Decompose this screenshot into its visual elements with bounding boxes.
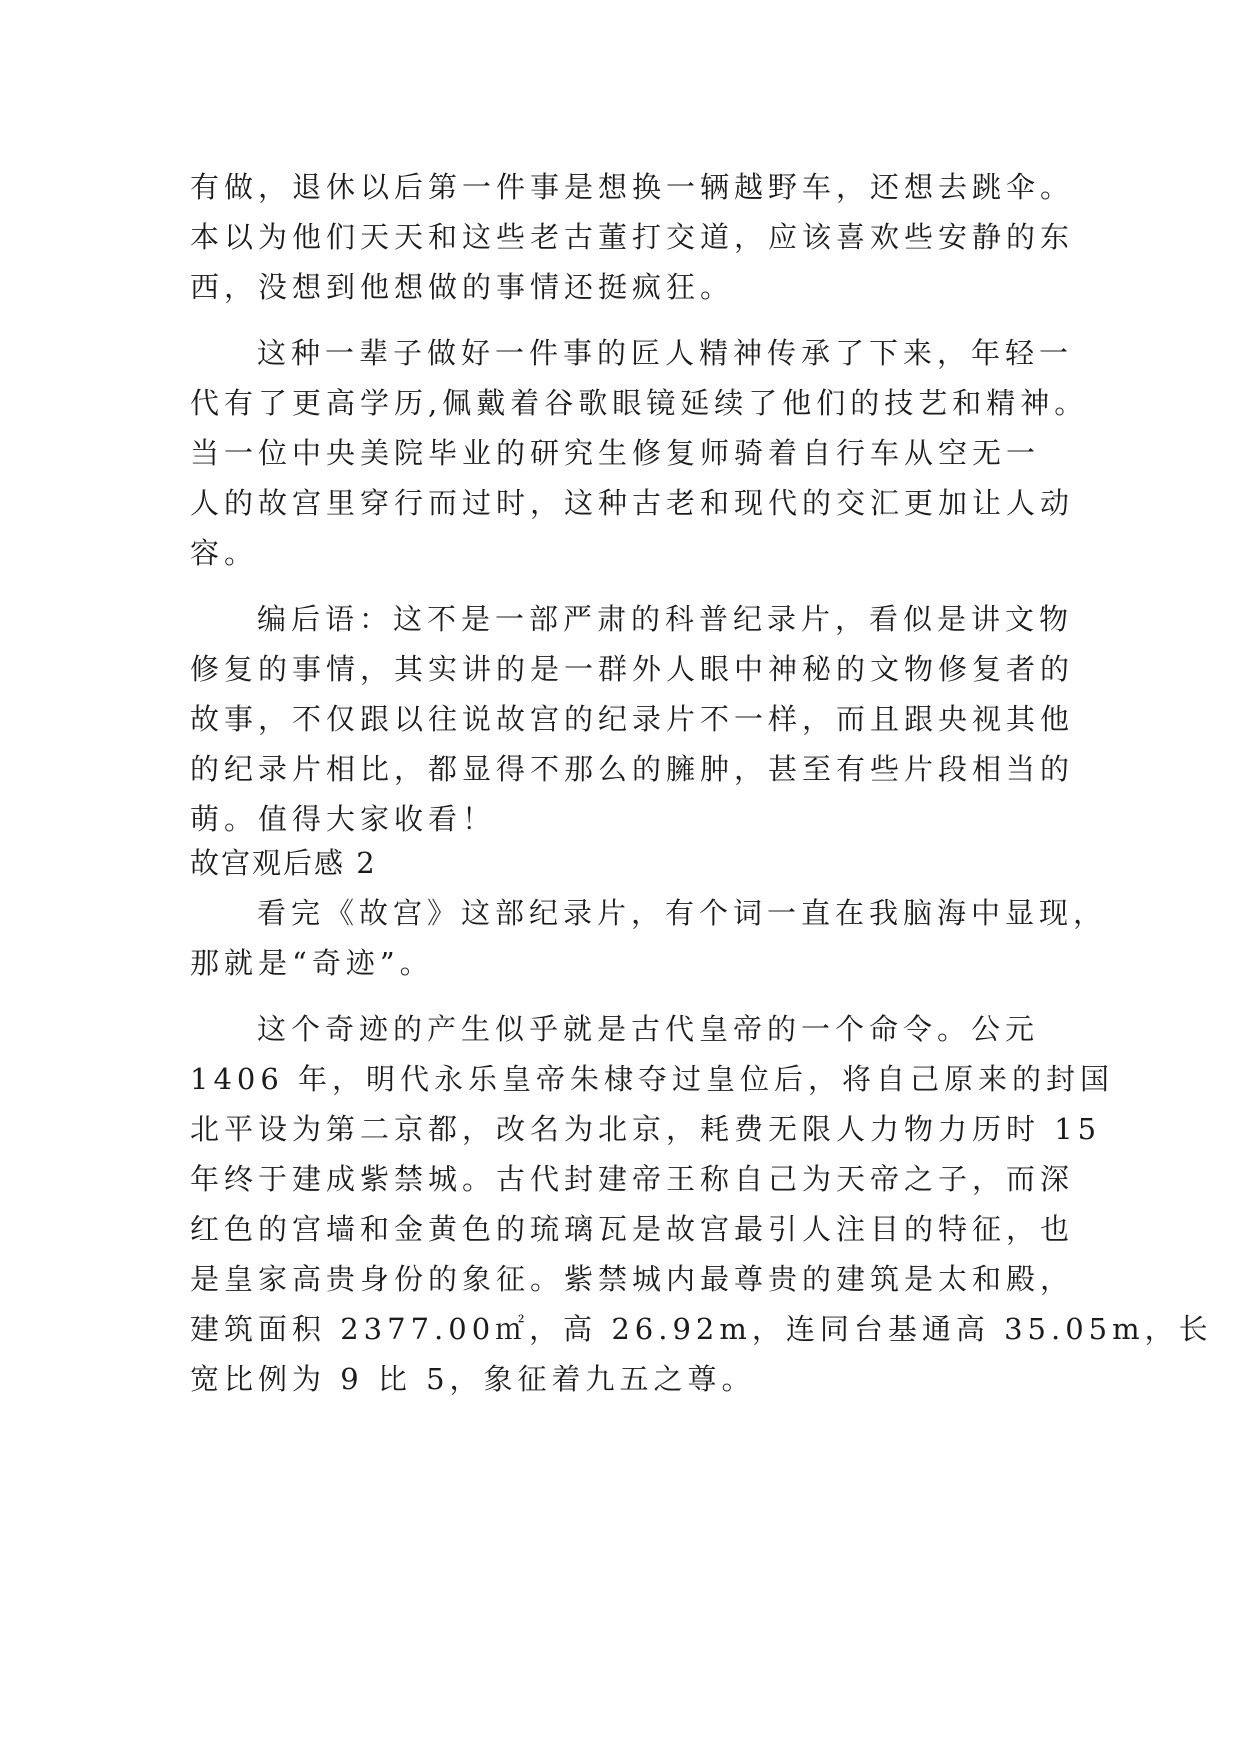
text-line: 建筑面积 2377.00㎡，高 26.92m，连同台基通高 35.05m，长 xyxy=(190,1312,1213,1346)
text-line: 1406 年，明代永乐皇帝朱棣夺过皇位后，将自己原来的封国 xyxy=(190,1062,1115,1096)
paragraph xyxy=(190,328,1089,578)
text-line: 是皇家高贵身份的象征。紫禁城内最尊贵的建筑是太和殿， xyxy=(190,1262,1075,1296)
text-line: 故事，不仅跟以往说故宫的纪录片不一样，而且跟央视其他 xyxy=(190,702,1075,736)
text-line: 北平设为第二京都，改名为北京，耗费无限人力物力历时 15 xyxy=(190,1112,1102,1146)
paragraph xyxy=(190,162,1075,312)
text-line: 当一位中央美院毕业的研究生修复师骑着自行车从空无一 xyxy=(190,436,1041,470)
section-title: 故宫观后感 2 xyxy=(190,846,377,880)
text-line: 编后语：这不是一部严肃的科普纪录片，看似是讲文物 xyxy=(257,602,1074,636)
text-line: 有做，退休以后第一件事是想换一辆越野车，还想去跳伞。 xyxy=(190,170,1075,204)
text-line: 这个奇迹的产生似乎就是古代皇帝的一个命令。公元 xyxy=(257,1012,1040,1046)
text-line: 这种一辈子做好一件事的匠人精神传承了下来，年轻一 xyxy=(257,336,1074,370)
text-line: 年终于建成紫禁城。古代封建帝王称自己为天帝之子，而深 xyxy=(190,1162,1075,1196)
text-line: 容。 xyxy=(190,536,259,570)
text-line: 本以为他们天天和这些老古董打交道，应该喜欢些安静的东 xyxy=(190,220,1075,254)
paragraph xyxy=(190,594,1075,844)
paragraph xyxy=(190,888,1108,988)
text-line: 人的故宫里穿行而过时，这种古老和现代的交汇更加让人动 xyxy=(190,486,1075,520)
paragraph xyxy=(190,1004,1213,1404)
text-line: 看完《故宫》这部纪录片，有个词一直在我脑海中显现， xyxy=(257,896,1108,930)
text-line: 萌。值得大家收看！ xyxy=(190,802,497,836)
text-line: 代有了更高学历,佩戴着谷歌眼镜延续了他们的技艺和精神。 xyxy=(190,386,1089,420)
text-line: 那就是“奇迹”。 xyxy=(190,946,434,980)
text-line: 的纪录片相比，都显得不那么的臃肿，甚至有些片段相当的 xyxy=(190,752,1075,786)
text-line: 红色的宫墙和金黄色的琉璃瓦是故宫最引人注目的特征，也 xyxy=(190,1212,1075,1246)
text-line: 修复的事情，其实讲的是一群外人眼中神秘的文物修复者的 xyxy=(190,652,1075,686)
text-line: 西，没想到他想做的事情还挺疯狂。 xyxy=(190,270,735,304)
text-line: 宽比例为 9 比 5，象征着九五之尊。 xyxy=(190,1362,756,1396)
document-body xyxy=(190,162,1213,1404)
